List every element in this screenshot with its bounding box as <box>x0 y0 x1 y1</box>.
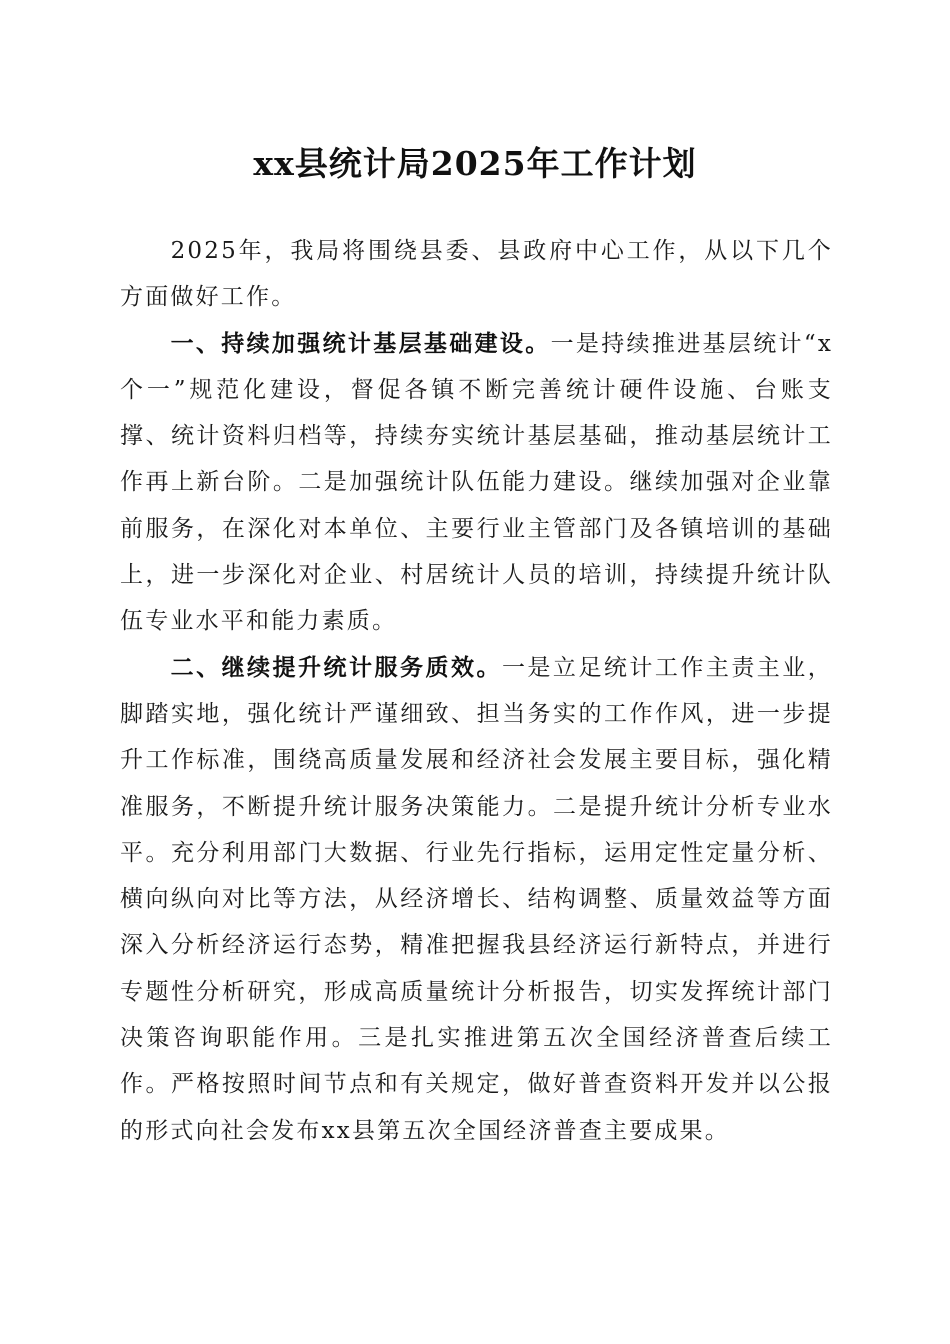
section-paragraph-1 <box>120 321 833 645</box>
section-heading-2: 二、继续提升统计服务质效。 <box>170 654 502 681</box>
intro-paragraph: 2025年，我局将围绕县委、县政府中心工作，从以下几个方面做好工作。 <box>120 238 833 311</box>
document-body <box>120 228 833 1154</box>
section-text-1: 一是持续推进基层统计“x个一”规范化建设，督促各镇不断完善统计硬件设施、台账支撑、统计资料归档等，持续夯实统计基层基础，推动基层统计工作再上新台阶。二是加强统计队伍能力建设。继续加强对企业靠前服务，在深化对本单位、主要行业主管部门及各镇培训的基础上，进一步深化对企业、村居统计人员的培训，持续提升统计队伍专业水平和能力素质。 <box>120 330 833 635</box>
section-paragraph-2 <box>120 645 833 1154</box>
section-heading-1: 一、持续加强统计基层基础建设。 <box>170 330 551 357</box>
document-title: xx县统计局2025年工作计划 <box>253 144 697 183</box>
section-text-2: 一是立足统计工作主责主业，脚踏实地，强化统计严谨细致、担当务实的工作作风，进一步提升工作标准，围绕高质量发展和经济社会发展主要目标，强化精准服务，不断提升统计服务决策能力。二是提升统计分析专业水平。充分利用部门大数据、行业先行指标，运用定性定量分析、横向纵向对比等方法，从经济增长、结构调整、质量效益等方面深入分析经济运行态势，精准把握我县经济运行新特点，并进行专题性分析研究，形成高质量统计分析报告，切实发挥统计部门决策咨询职能作用。三是扎实推进第五次全国经济普查后续工作。严格按照时间节点和有关规定，做好普查资料开发并以公报的形式向社会发布xx县第五次全国经济普查主要成果。 <box>120 654 833 1144</box>
